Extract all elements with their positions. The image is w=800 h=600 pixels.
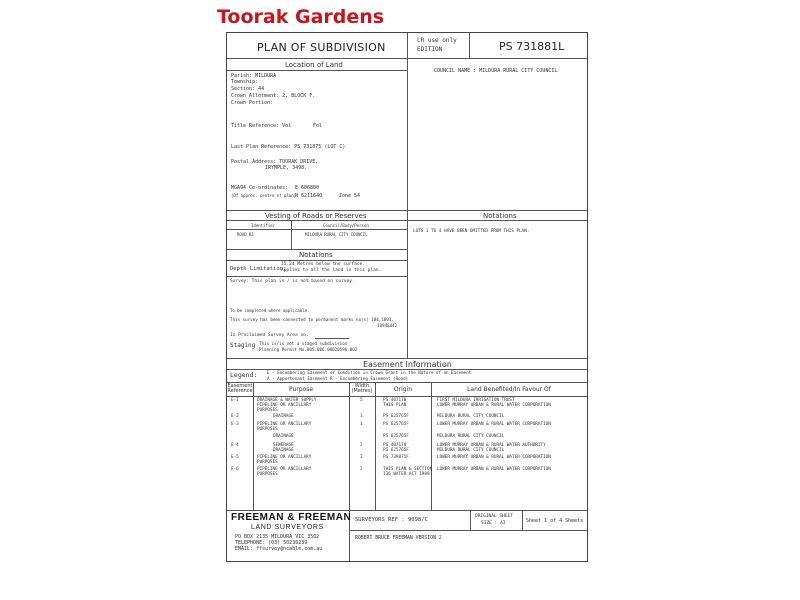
firm-address: PO BOX 2135 MILDURA VIC 3502 xyxy=(235,534,320,540)
council-name: COUNCIL NAME : MILDURA RURAL CITY COUNCIL xyxy=(434,68,558,74)
easement-land: LOWER MURRAY URBAN & RURAL WATER AUTHORITY MILDURA RURAL CITY COUNCIL xyxy=(437,443,546,453)
depth-limitation-label: Depth Limitation: xyxy=(230,266,287,272)
vesting-row-council: MILDURA RURAL CITY COUNCIL xyxy=(305,232,368,237)
easement-origin: PS 625765F xyxy=(383,414,409,419)
location-heading: Location of Land xyxy=(285,61,343,69)
lr-use-only-label: LR use only xyxy=(417,37,457,44)
easement-width: 5 xyxy=(360,398,363,403)
notations-left-heading: Notations xyxy=(299,251,333,259)
title-reference: Title Reference: Vol xyxy=(231,123,292,129)
easement-origin: PS 407170 THIS PLAN xyxy=(383,398,407,408)
legend-line1: E - Encumbering Easement or Condition in Crown Grant in the Nature of an Easement xyxy=(267,370,472,375)
page-heading: Toorak Gardens xyxy=(217,6,385,28)
township: Township: xyxy=(231,79,259,85)
easement-purpose: DRAINAGE & WATER SUPPLY PIPELINE OR ANCILLARY PURPOSES xyxy=(257,398,317,413)
firm-email: EMAIL: ffsurvey@ncable.com.au xyxy=(235,546,323,552)
easement-origin: PS 625765F xyxy=(383,434,409,439)
vesting-col-identifier: Identifier xyxy=(251,223,276,228)
easement-origin: PS 625765F xyxy=(383,422,409,427)
vesting-row-identifier: ROAD R1 xyxy=(237,232,254,237)
firm-subtitle: LAND SURVEYORS xyxy=(251,524,324,531)
sheet-number: Sheet 1 of 4 Sheets xyxy=(526,518,584,524)
survey-statement: Survey: This plan is / is not based on survey. xyxy=(230,279,355,284)
easement-purpose: DRAINAGE xyxy=(273,414,294,419)
mga-northing: N 6211640 xyxy=(295,193,323,199)
mga-note: (Of approx. centre of plan) xyxy=(231,193,297,198)
col-width: Width (Metres) xyxy=(351,383,373,394)
vesting-heading: Vesting of Roads or Reserves xyxy=(265,212,367,220)
firm-telephone: TELEPHONE: (03) 50236239 xyxy=(235,540,308,546)
section: Section: 44 xyxy=(231,86,265,92)
staging-line1: This is/is not a staged subdivision xyxy=(259,341,348,346)
mga-label: MGA94 Co-ordinates: xyxy=(231,185,289,191)
easement-land: MILDURA RURAL CITY COUNCIL xyxy=(437,434,505,439)
easement-width: 2 xyxy=(360,467,363,472)
easement-purpose: DRAINAGE xyxy=(273,434,294,439)
easement-ref: E-4 xyxy=(231,443,239,448)
depth-limitation-line2: Applies to all the land in this plan. xyxy=(281,268,382,273)
proclaimed-survey-area: In Proclaimed Survey Area no. xyxy=(230,333,309,338)
easement-ref: E-6 xyxy=(231,467,239,472)
original-sheet: ORIGINAL SHEET xyxy=(475,514,513,519)
easement-width: 3 xyxy=(360,455,363,460)
easement-origin: PS 407170 PS 625765F xyxy=(383,443,409,453)
postal-address-line2: IRYMPLE, 3498. xyxy=(265,165,308,171)
easement-purpose: PIPELINE OR ANCILLARY PURPOSES xyxy=(257,467,312,477)
permanent-marks-line2: 1094&442 xyxy=(377,323,398,328)
title-fol: Fol xyxy=(313,123,323,129)
easement-width: 1 xyxy=(360,422,363,427)
notations-right-text: LOTS 1 TO 4 HAVE BEEN OMITTED FROM THIS PLAN. xyxy=(413,229,530,234)
notations-right-heading: Notations xyxy=(483,212,517,220)
vesting-col-council: Council/Body/Person xyxy=(323,223,369,228)
easement-ref: E-3 xyxy=(231,422,239,427)
easement-land: FIRST MILDURA IRRIGATION TRUST LOWER MURRAY URBAN & RURAL WATER CORPORATION xyxy=(437,398,551,408)
col-purpose: Purpose xyxy=(288,386,314,393)
easement-origin: THIS PLAN & SECTION 136 WATER ACT 1989 xyxy=(383,467,433,477)
edition-label: EDITION xyxy=(417,46,443,53)
mga-easting: E 606800 xyxy=(295,185,320,191)
parish: Parish: MILDURA xyxy=(231,73,277,79)
permanent-marks: This survey has been connected to permanent marks no(s) 184,1093, xyxy=(230,317,394,322)
easement-origin: PS 739875F xyxy=(383,455,409,460)
easement-land: LOWER MURRAY URBAN & RURAL WATER CORPORATION xyxy=(437,467,551,472)
mga-zone: Zone 54 xyxy=(339,193,361,199)
easement-ref: E-5 xyxy=(231,455,239,460)
plan-title: PLAN OF SUBDIVISION xyxy=(257,41,386,54)
easement-ref: E-1 xyxy=(231,398,239,403)
legend-line2: A - Appurtenant Easement R - Encumbering Easement (Road) xyxy=(267,376,409,381)
easement-purpose: PIPELINE OR ANCILLARY PURPOSES xyxy=(257,455,312,465)
last-plan-reference: Last Plan Reference: PS 731875 (LOT C) xyxy=(231,144,346,150)
easement-land: MILDURA RURAL CITY COUNCIL xyxy=(437,414,505,419)
easement-land: LOWER MURRAY URBAN & RURAL WATER CORPORATION xyxy=(437,455,551,460)
surveyors-ref: SURVEYORS REF : 9098/C xyxy=(355,517,428,523)
firm-name: FREEMAN & FREEMAN xyxy=(231,512,352,523)
staging-label: Staging xyxy=(230,342,256,349)
surveyor-name: ROBERT BRUCE FREEMAN VERSION 2 xyxy=(355,536,442,541)
easement-land: LOWER MURRAY URBAN & RURAL WATER CORPORATION xyxy=(437,422,551,427)
plan-number: PS 731881L xyxy=(499,40,565,53)
postal-address: Postal Address: TOORAK DRIVE, xyxy=(231,159,319,165)
legend-label: Legend: xyxy=(230,371,258,379)
easement-purpose: PIPELINE OR ANCILLARY PURPOSES xyxy=(257,422,312,432)
col-easement-ref: Easement Reference xyxy=(227,383,253,394)
depth-limitation-line1: 15.24 Metres below the surface. xyxy=(281,262,365,267)
easement-purpose: SEWERAGE DRAINAGE xyxy=(273,443,294,453)
easement-width: 1 xyxy=(360,414,363,419)
easement-heading: Easement Information xyxy=(363,360,452,369)
plan-of-subdivision-sheet xyxy=(226,32,588,562)
col-origin: Origin xyxy=(393,386,413,393)
col-land-benefited: Land Benefited/In Favour Of xyxy=(467,386,551,393)
easement-ref: E-2 xyxy=(231,414,239,419)
crown-allotment: Crown Allotment: 2, BLOCK F. xyxy=(231,93,316,99)
crown-portion: Crown Portion: xyxy=(231,100,274,106)
easement-width: 2 xyxy=(360,443,363,448)
staging-line2: Planning Permit No.005.006.00020596.002 xyxy=(259,347,358,352)
to-be-completed: To be completed where applicable. xyxy=(230,308,310,313)
sheet-size: SIZE : A3 xyxy=(481,521,506,526)
